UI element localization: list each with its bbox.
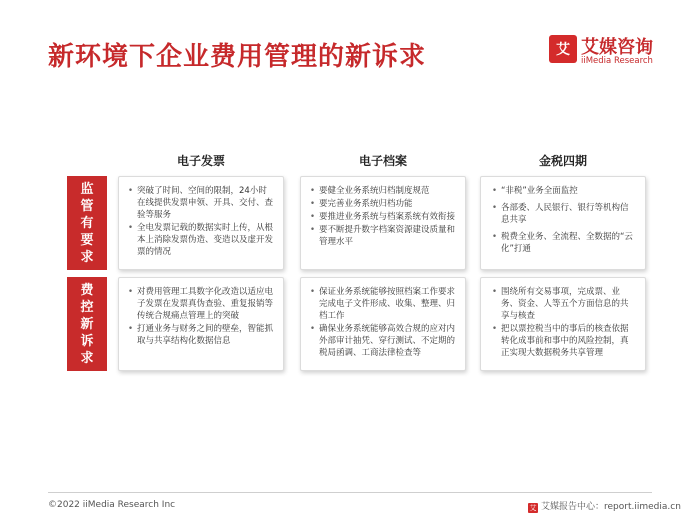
footer-report-text: 艾媒报告中心：report.iimedia.cn [541,502,681,512]
logo-mark-icon: 艾 [549,35,577,63]
list-item: • 各部委、人民银行、银行等机构信息共享 [491,202,635,226]
column-header-e-invoice: 电子发票 [176,154,225,168]
footer-copyright: ©2022 iiMedia Research Inc [48,500,176,510]
list-item: • “非税”业务全面监控 [491,185,635,197]
list-item: • 对费用管理工具数字化改造以适应电子发票在发票真伪查验、重复报销等传统合规痛点管理上的突破 [127,286,275,322]
logo-text-en: iiMedia Research [581,56,653,66]
list-item: • 确保业务系统能够高效合规的应对内外部审计抽凭、穿行测试、不定期的税局函调、工商法律检查等 [309,323,457,359]
row-label-cost-control: 费控新诉求 [67,277,107,371]
brand-logo [549,34,669,68]
list-item: • 把以票控税当中的事后的核查依据转化成事前和事中的风险控制，真正实现大数据税务共享管理 [491,323,635,359]
list-item: • 要不断提升数字档案资源建设质量和管理水平 [309,224,457,248]
report-center-icon: 艾 [529,504,537,512]
list-item: • 要健全业务系统归档制度规范 [309,185,457,197]
list-item: • 要完善业务系统归档功能 [309,198,457,210]
footer-divider [48,492,652,493]
card-regulation-e-invoice [118,176,284,270]
logo-text-cn: 艾媒咨询 [581,37,653,58]
list-item: • 围绕所有交易事项，完成票、业务、资金、人等五个方面信息的共享与核查 [491,286,635,322]
card-cost-control-e-invoice [118,277,284,371]
card-cost-control-e-archive [300,277,466,371]
page-title: 新环境下企业费用管理的新诉求 [48,42,427,72]
card-regulation-e-archive [300,176,466,270]
column-header-e-archive: 电子档案 [358,154,407,168]
footer-report-link[interactable] [528,499,681,513]
list-item: • 保证业务系统能够按照档案工作要求完成电子文件形成、收集、整理、归档工作 [309,286,457,322]
card-regulation-golden-tax [480,176,646,270]
list-item: • 打通业务与财务之间的壁垒，智能抓取与共享结构化数据信息 [127,323,275,347]
column-header-golden-tax: 金税四期 [538,154,587,168]
row-label-regulation: 监管有要求 [67,176,107,270]
list-item: • 突破了时间、空间的限制，24小时在线提供发票申领、开具、交付、查验等服务 [127,185,275,221]
card-cost-control-golden-tax [480,277,646,371]
list-item: • 全电发票记载的数据实时上传，从根本上消除发票伪造、变造以及虚开发票的情况 [127,222,275,258]
list-item: • 要推进业务系统与档案系统有效衔接 [309,211,457,223]
list-item: • 税费全业务、全流程、全数据的“云化”打通 [491,231,635,255]
